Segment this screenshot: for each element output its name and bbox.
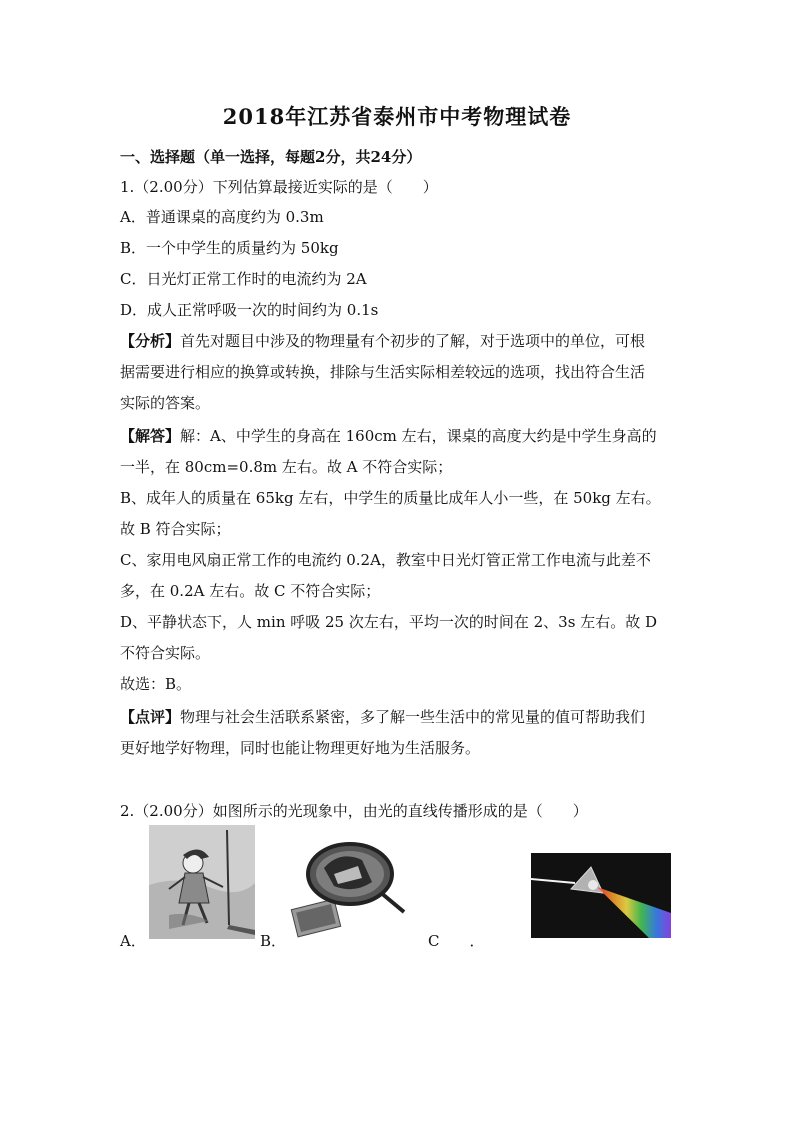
answer-line-8: 不符合实际。 xyxy=(120,644,211,662)
comment-tag: 【点评】 xyxy=(120,708,181,726)
question-1-option-a: A．普通课桌的高度约为 0.3m xyxy=(120,208,324,226)
comment-line-2: 更好地学好物理，同时也能让物理更好地为生活服务。 xyxy=(120,739,481,757)
analysis-text: 首先对题目中涉及的物理量有个初步的了解，对于选项中的单位，可根 xyxy=(180,332,646,350)
answer-line-6: 多，在 0.2A 左右。故 C 不符合实际； xyxy=(120,582,381,600)
answer-line-5: C、家用电风扇正常工作的电流约 0.2A，教室中日光灯管正常工作电流与此差不 xyxy=(120,551,651,569)
page-title: 2018年江苏省泰州市中考物理试卷 xyxy=(222,104,572,129)
analysis-line-1 xyxy=(120,330,645,351)
figure-b-magnifier-image xyxy=(288,838,406,938)
question-2-option-a-label: A． xyxy=(120,932,146,950)
question-2-option-c-label: C ． xyxy=(428,932,485,950)
answer-line-2: 一半，在 80cm=0.8m 左右。故 A 不符合实际； xyxy=(120,458,453,476)
question-1-stem: 1.（2.00分）下列估算最接近实际的是（ ） xyxy=(120,178,438,196)
answer-text: 解：A、中学生的身高在 160cm 左右，课桌的高度大约是中学生身高的 xyxy=(180,427,657,445)
answer-line-9: 故选：B。 xyxy=(120,675,192,693)
question-1-option-c: C．日光灯正常工作时的电流约为 2A xyxy=(120,270,367,288)
question-2-stem: 2.（2.00分）如图所示的光现象中，由光的直线传播形成的是（ ） xyxy=(120,802,588,820)
answer-line-1 xyxy=(120,425,657,446)
figure-c-prism-image xyxy=(531,853,671,938)
question-1-option-b: B．一个中学生的质量约为 50kg xyxy=(120,239,339,257)
comment-text: 物理与社会生活联系紧密，多了解一些生活中的常见量的值可帮助我们 xyxy=(180,708,646,726)
comment-line-1 xyxy=(120,706,645,727)
analysis-line-3: 实际的答案。 xyxy=(120,394,211,412)
answer-line-3: B、成年人的质量在 65kg 左右，中学生的质量比成年人小一些，在 50kg 左右。 xyxy=(120,489,661,507)
question-1-option-d: D．成人正常呼吸一次的时间约为 0.1s xyxy=(120,301,379,319)
answer-line-4: 故 B 符合实际； xyxy=(120,520,231,538)
section-heading: 一、选择题（单一选择，每题2分，共24分） xyxy=(120,148,422,166)
question-2-option-b-label: B． xyxy=(260,932,287,950)
answer-tag: 【解答】 xyxy=(120,427,181,445)
analysis-tag: 【分析】 xyxy=(120,332,181,350)
figure-a-shadow-image xyxy=(149,825,255,939)
answer-line-7: D、平静状态下，人 min 呼吸 25 次左右，平均一次的时间在 2、3s 左右。故 D xyxy=(120,613,657,631)
analysis-line-2: 据需要进行相应的换算或转换，排除与生活实际相差较远的选项，找出符合生活 xyxy=(120,363,646,381)
